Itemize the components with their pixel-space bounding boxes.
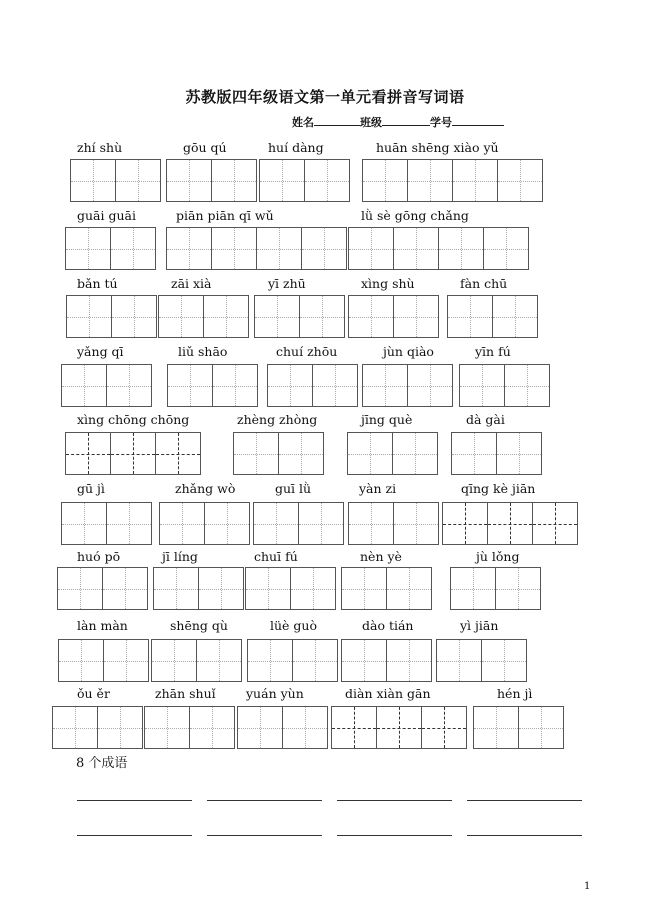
- character-grid[interactable]: [254, 295, 344, 338]
- pinyin-label: chuī fú: [254, 549, 298, 564]
- character-grid[interactable]: [52, 706, 142, 749]
- pinyin-label: gū jì: [77, 481, 105, 496]
- character-grid[interactable]: [362, 364, 452, 407]
- number-label: 学号: [430, 116, 452, 129]
- page-number: 1: [584, 881, 591, 892]
- idiom-answer-line[interactable]: [337, 799, 452, 801]
- character-grid[interactable]: [65, 227, 155, 270]
- pinyin-label: nèn yè: [360, 549, 402, 564]
- pinyin-label: xìng shù: [361, 276, 415, 291]
- pinyin-label: guī lǜ: [275, 481, 312, 496]
- idiom-answer-line[interactable]: [467, 834, 582, 836]
- pinyin-label: huó pō: [77, 549, 121, 564]
- character-grid[interactable]: [362, 159, 542, 202]
- pinyin-label: huí dàng: [268, 140, 324, 155]
- character-grid[interactable]: [450, 567, 540, 610]
- pinyin-label: bǎn tú: [77, 276, 118, 291]
- character-grid[interactable]: [237, 706, 327, 749]
- pinyin-label: piān piān qī wǔ: [176, 208, 274, 223]
- character-grid[interactable]: [442, 502, 577, 545]
- class-label: 班级: [360, 116, 382, 129]
- pinyin-label: làn màn: [77, 618, 128, 633]
- idiom-answer-line[interactable]: [207, 834, 322, 836]
- character-grid[interactable]: [473, 706, 563, 749]
- pinyin-label: dào tián: [362, 618, 414, 633]
- pinyin-label: jù lǒng: [476, 549, 520, 564]
- character-grid[interactable]: [70, 159, 160, 202]
- character-grid[interactable]: [341, 567, 431, 610]
- pinyin-label: ǒu ěr: [77, 686, 110, 701]
- pinyin-label: lüè guò: [270, 618, 317, 633]
- name-label: 姓名: [292, 116, 314, 129]
- pinyin-label: yàn zi: [359, 481, 397, 496]
- pinyin-label: xìng chōng chōng: [77, 412, 190, 427]
- character-grid[interactable]: [267, 364, 357, 407]
- character-grid[interactable]: [341, 639, 431, 682]
- character-grid[interactable]: [447, 295, 537, 338]
- pinyin-label: zāi xià: [171, 276, 212, 291]
- pinyin-label: chuí zhōu: [276, 344, 338, 359]
- idiom-answer-line[interactable]: [337, 834, 452, 836]
- pinyin-label: zhèng zhòng: [237, 412, 318, 427]
- character-grid[interactable]: [61, 364, 151, 407]
- character-grid[interactable]: [436, 639, 526, 682]
- pinyin-label: yǎng qī: [77, 344, 124, 359]
- pinyin-label: zhí shù: [77, 140, 123, 155]
- idiom-section-label: 8 个成语: [76, 756, 128, 771]
- character-grid[interactable]: [159, 502, 249, 545]
- pinyin-label: guāi guāi: [77, 208, 136, 223]
- character-grid[interactable]: [247, 639, 337, 682]
- character-grid[interactable]: [259, 159, 349, 202]
- pinyin-label: yì jiān: [460, 618, 499, 633]
- idiom-answer-line[interactable]: [77, 834, 192, 836]
- character-grid[interactable]: [347, 432, 437, 475]
- pinyin-label: qīng kè jiān: [461, 481, 536, 496]
- pinyin-label: gōu qú: [183, 140, 227, 155]
- character-grid[interactable]: [166, 159, 256, 202]
- character-grid[interactable]: [459, 364, 549, 407]
- pinyin-label: zhān shuǐ: [155, 686, 216, 701]
- number-blank[interactable]: [452, 115, 504, 126]
- student-info: [292, 114, 504, 130]
- pinyin-label: liǔ shāo: [178, 344, 228, 359]
- character-grid[interactable]: [158, 295, 248, 338]
- character-grid[interactable]: [66, 295, 156, 338]
- pinyin-label: jī líng: [162, 549, 198, 564]
- pinyin-label: jīng què: [361, 412, 413, 427]
- character-grid[interactable]: [153, 567, 243, 610]
- character-grid[interactable]: [348, 295, 438, 338]
- pinyin-label: yuán yùn: [246, 686, 304, 701]
- idiom-answer-line[interactable]: [467, 799, 582, 801]
- pinyin-label: fàn chū: [460, 276, 508, 291]
- pinyin-label: zhǎng wò: [175, 481, 236, 496]
- pinyin-label: hén jì: [497, 686, 533, 701]
- pinyin-label: yīn fú: [475, 344, 511, 359]
- character-grid[interactable]: [57, 567, 147, 610]
- class-blank[interactable]: [382, 115, 430, 126]
- pinyin-label: diàn xiàn gān: [345, 686, 431, 701]
- pinyin-label: huān shēng xiào yǔ: [376, 140, 499, 155]
- character-grid[interactable]: [166, 227, 346, 270]
- pinyin-label: lǜ sè gōng chǎng: [361, 208, 469, 223]
- character-grid[interactable]: [245, 567, 335, 610]
- character-grid[interactable]: [451, 432, 541, 475]
- pinyin-label: jùn qiào: [383, 344, 434, 359]
- character-grid[interactable]: [65, 432, 200, 475]
- pinyin-label: dà gài: [466, 412, 505, 427]
- character-grid[interactable]: [253, 502, 343, 545]
- name-blank[interactable]: [314, 115, 360, 126]
- character-grid[interactable]: [151, 639, 241, 682]
- character-grid[interactable]: [331, 706, 466, 749]
- pinyin-label: yī zhū: [268, 276, 306, 291]
- character-grid[interactable]: [348, 502, 438, 545]
- character-grid[interactable]: [61, 502, 151, 545]
- page-title: 苏教版四年级语文第一单元看拼音写词语: [185, 88, 465, 106]
- character-grid[interactable]: [144, 706, 234, 749]
- idiom-answer-line[interactable]: [207, 799, 322, 801]
- idiom-answer-line[interactable]: [77, 799, 192, 801]
- character-grid[interactable]: [167, 364, 257, 407]
- character-grid[interactable]: [233, 432, 323, 475]
- pinyin-label: shēng qù: [170, 618, 228, 633]
- character-grid[interactable]: [58, 639, 148, 682]
- character-grid[interactable]: [348, 227, 528, 270]
